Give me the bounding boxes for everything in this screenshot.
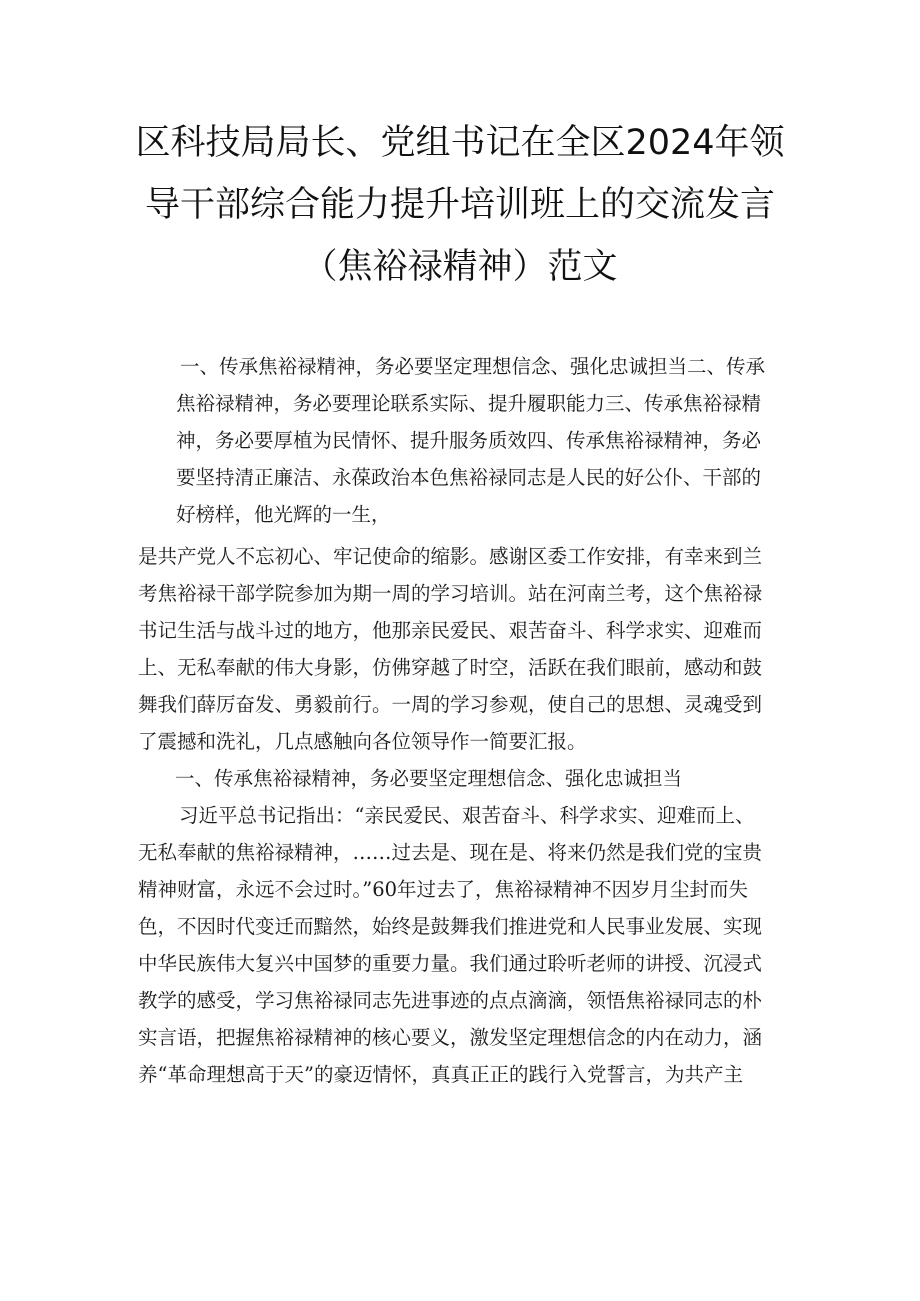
- outline-summary: [176, 348, 786, 533]
- body-line: 考焦裕禄干部学院参加为期一周的学习培训。站在河南兰考，这个焦裕禄: [138, 582, 763, 605]
- body-line: 色，不因时代变迁而黯然，始终是鼓舞我们推进党和人民事业发展、实现: [138, 915, 763, 938]
- body-line: 是共产党人不忘初心、牢记使命的缩影。感谢区委工作安排，有幸来到兰: [138, 545, 763, 568]
- body-text: [138, 538, 788, 1093]
- body-line: 养“革命理想高于天”的豪迈情怀，真真正正的践行入党誓言，为共产主: [138, 1063, 743, 1086]
- body-line: 教学的感受，学习焦裕禄同志先进事迹的点点滴滴，领悟焦裕禄同志的朴: [138, 989, 763, 1012]
- section-heading: 一、传承焦裕禄精神，务必要坚定理想信念、强化忠诚担当: [175, 767, 683, 790]
- title-line: （焦裕禄精神）范文: [302, 247, 618, 287]
- outline-line: 要坚持清正廉洁、永葆政治本色焦裕禄同志是人民的好公仆、干部的: [176, 466, 762, 489]
- body-line: 精神财富，永远不会过时。”60年过去了，焦裕禄精神不因岁月尘封而失: [138, 878, 749, 901]
- outline-line: 好榜样，他光辉的一生，: [176, 503, 391, 526]
- body-line: 实言语，把握焦裕禄精神的核心要义，激发坚定理想信念的内在动力，涵: [138, 1026, 763, 1049]
- outline-line: 焦裕禄精神，务必要理论联系实际、提升履职能力三、传承焦裕禄精: [176, 392, 762, 415]
- body-line: 上、无私奉献的伟大身影，仿佛穿越了时空，活跃在我们眼前，感动和鼓: [138, 656, 763, 679]
- body-line: 习近平总书记指出：“亲民爱民、艰苦奋斗、科学求实、迎难而上、: [179, 804, 755, 827]
- body-line: 舞我们薛厉奋发、勇毅前行。一周的学习参观，使自己的思想、灵魂受到: [138, 693, 763, 716]
- title-line: 区科技局局长、党组书记在全区2024年领: [135, 123, 785, 163]
- title-line: 导干部综合能力提升培训班上的交流发言: [144, 185, 775, 225]
- document-title: [120, 112, 800, 298]
- body-line: 中华民族伟大复兴中国梦的重要力量。我们通过聆听老师的讲授、沉浸式: [138, 952, 763, 975]
- body-line: 书记生活与战斗过的地方，他那亲民爱民、艰苦奋斗、科学求实、迎难而: [138, 619, 763, 642]
- outline-line: 一、传承焦裕禄精神，务必要坚定理想信念、强化忠诚担当二、传承: [180, 355, 766, 378]
- outline-line: 神，务必要厚植为民情怀、提升服务质效四、传承焦裕禄精神，务必: [176, 429, 762, 452]
- body-line: 了震撼和洗礼，几点感触向各位领导作一简要汇报。: [138, 730, 587, 753]
- body-line: 无私奉献的焦裕禄精神，……过去是、现在是、将来仍然是我们党的宝贵: [138, 841, 763, 864]
